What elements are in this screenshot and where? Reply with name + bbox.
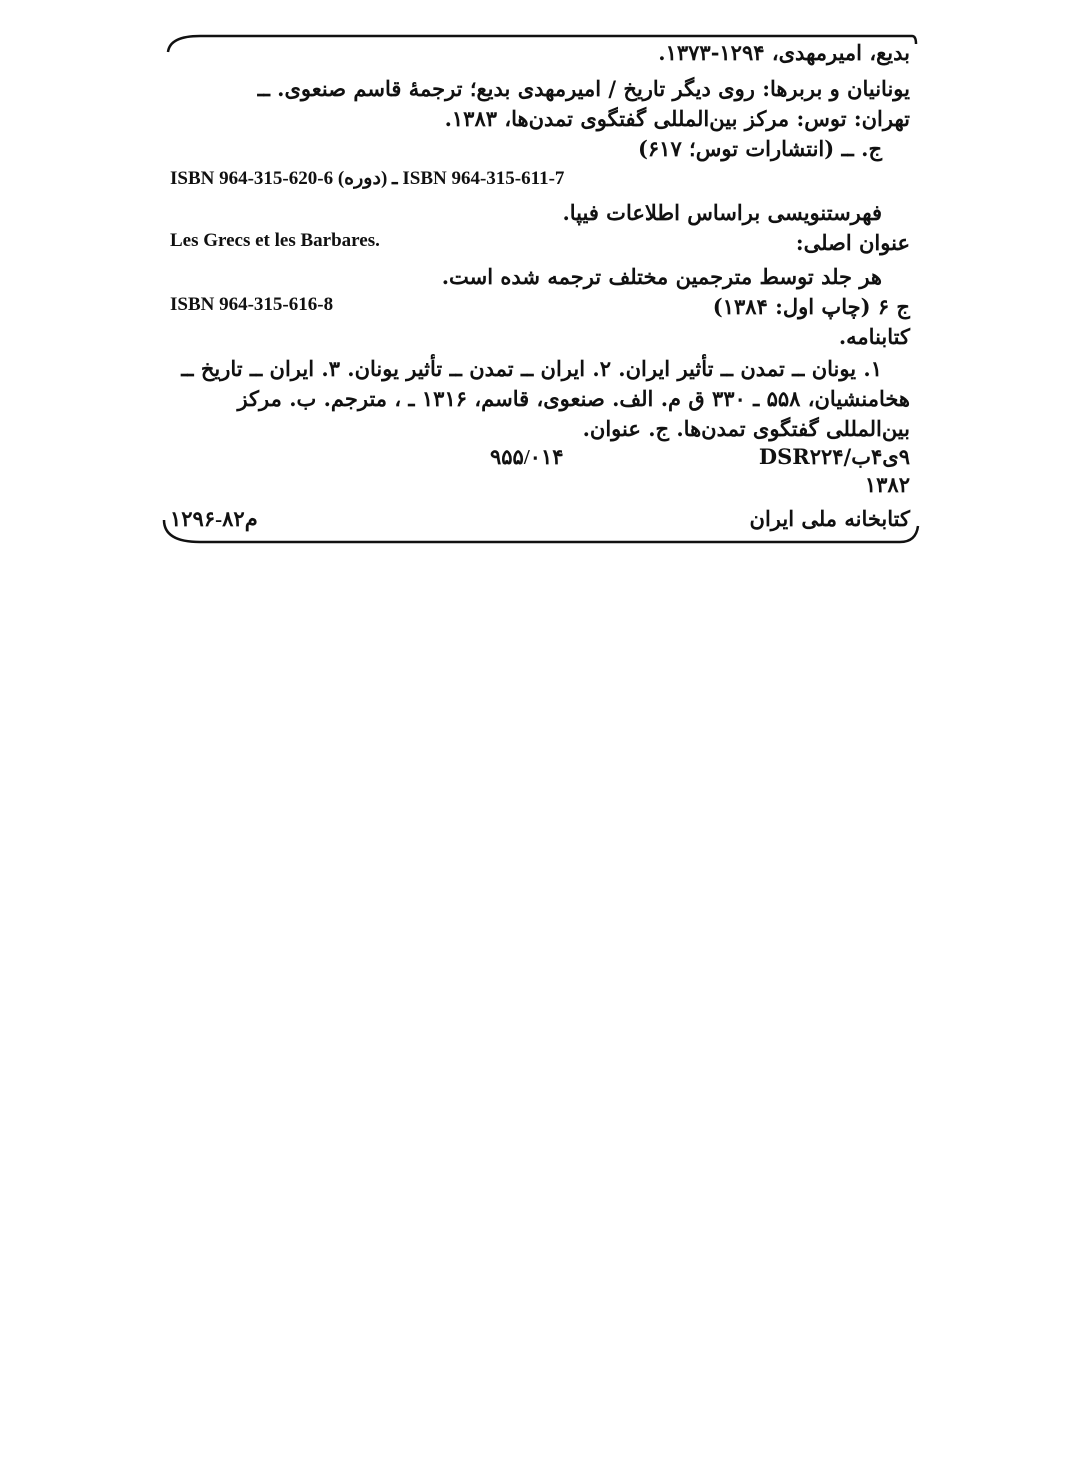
isbn-line: ISBN 964-315-620-6 (دوره) ـ ISBN 964-315-611-7 [170,168,565,189]
library-name: کتابخانه ملی ایران [749,506,910,531]
subjects-line-1: ۱. یونان ــ تمدن ــ تأثیر ایران. ۲. ایران ــ تمدن ــ تأثیر یونان. ۳. ایران ــ تاریخ ــ [181,356,882,381]
author-entry: بدیع، امیرمهدی، ۱۲۹۴-۱۳۷۳. [658,40,910,65]
record-number: م۸۲-۱۲۹۶ [170,507,258,531]
volume-note: ج ۶ (چاپ اول: ۱۳۸۴) [712,294,910,319]
original-title-label: عنوان اصلی: [795,230,910,255]
call-number: ۹ی۴ب/DSR۲۲۴ [758,444,910,469]
catalog-card [160,30,920,550]
call-year: ۱۳۸۲ [864,472,910,497]
translators-note: هر جلد توسط مترجمین مختلف ترجمه شده است. [441,264,882,289]
subjects-line-2: هخامنشیان، ۵۵۸ ـ ۳۳۰ ق م. الف. صنعوی، قاسم، ۱۳۱۶ ـ ، مترجم. ب. مرکز [237,386,910,411]
imprint: تهران: توس: مرکز بین‌المللی گفتگوی تمدن‌ها، ۱۳۸۳. [444,106,910,131]
bibliography-note: کتابنامه. [838,324,910,349]
cataloging-note: فهرستنویسی براساس اطلاعات فیپا. [562,200,882,225]
title-statement: یونانیان و بربرها: روی دیگر تاریخ / امیرمهدی بدیع؛ ترجمهٔ قاسم صنعوی. ــ [257,76,910,101]
subjects-line-3: بین‌المللی گفتگوی تمدن‌ها. ج. عنوان. [582,416,910,441]
series-statement: ج. ــ (انتشارات توس؛ ۶۱۷) [637,136,882,161]
dewey-number: ۹۵۵/۰۱۴ [490,445,564,469]
volume-isbn: ISBN 964-315-616-8 [170,294,334,315]
original-title: Les Grecs et les Barbares. [170,230,380,251]
